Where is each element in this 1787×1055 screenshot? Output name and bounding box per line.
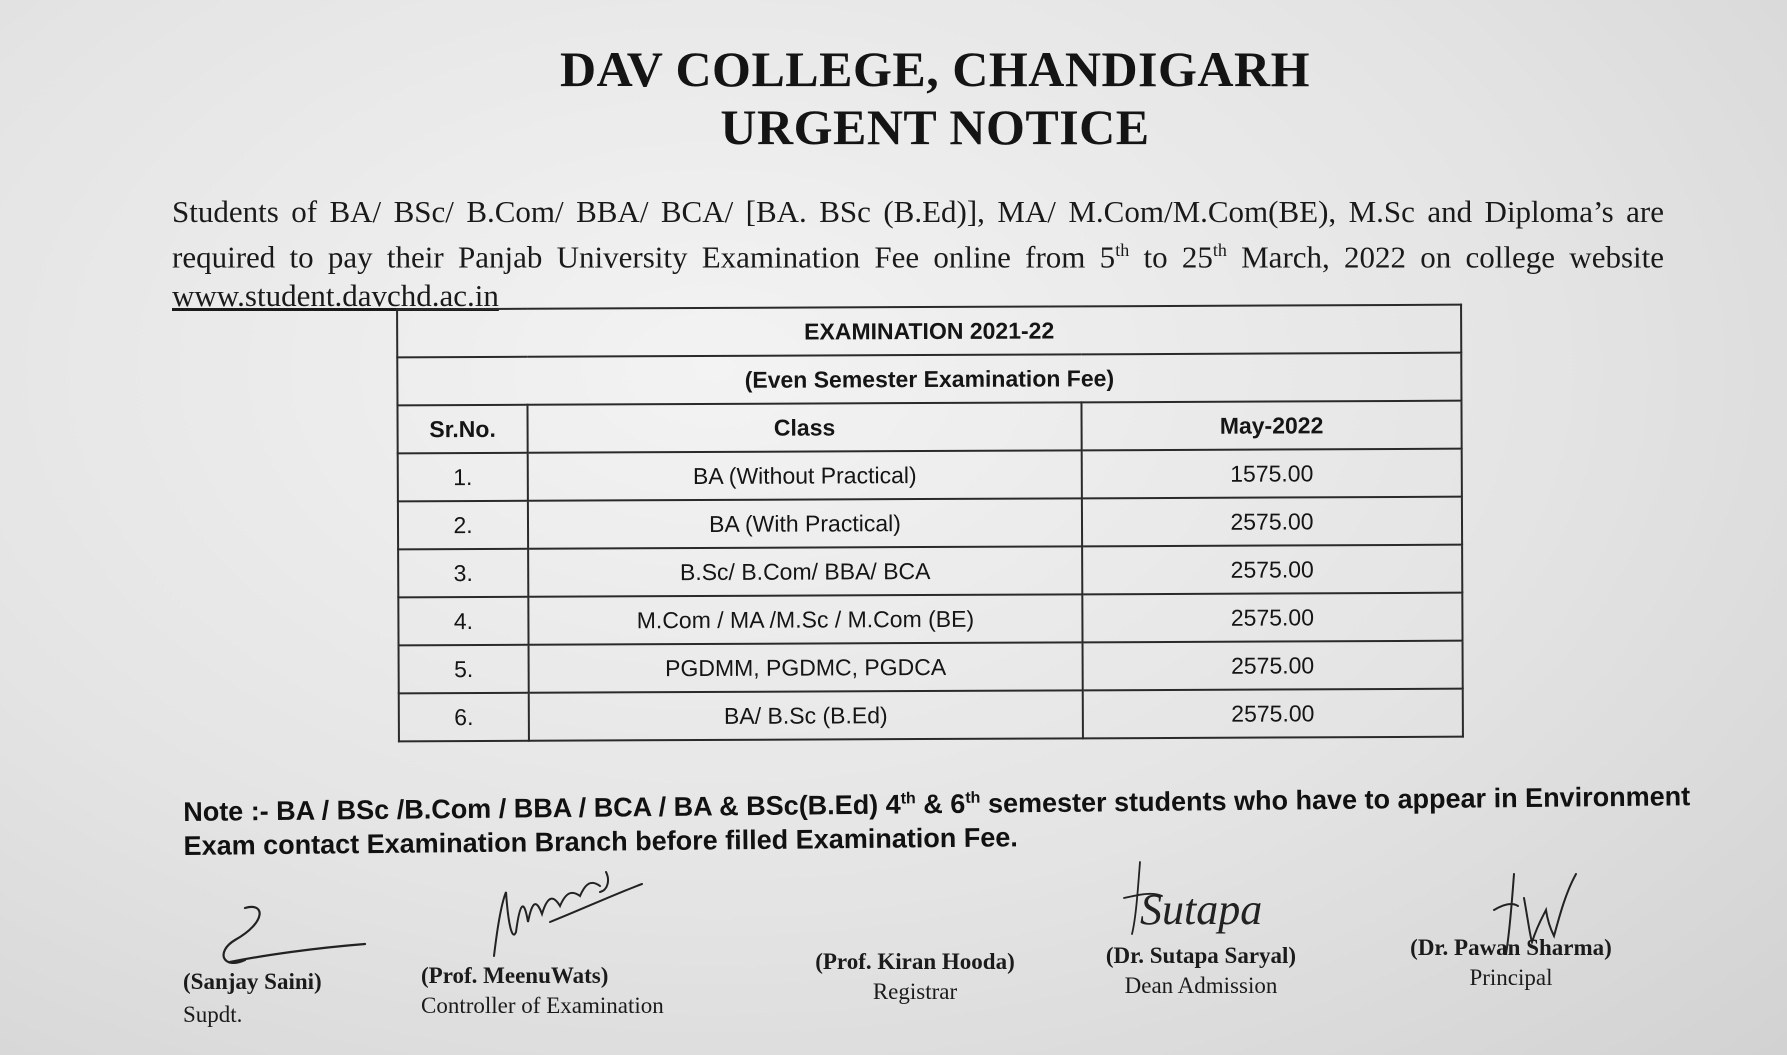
- signature-wats: [490, 862, 660, 972]
- row-fee: 2575.00: [1082, 593, 1462, 643]
- signatory-designation: Registrar: [872, 979, 958, 1004]
- table-row: [399, 689, 1463, 742]
- signatory-name: (Sanjay Saini): [183, 969, 322, 994]
- table-header-row: [397, 401, 1461, 454]
- signatory-saini: [183, 968, 322, 1029]
- intro-sup-2: th: [1212, 240, 1227, 260]
- intro-paragraph: [172, 192, 1664, 315]
- row-fee: 2575.00: [1082, 497, 1462, 547]
- note-sup-2: th: [965, 789, 981, 807]
- row-fee: 2575.00: [1082, 545, 1462, 595]
- intro-text-2: to 25: [1129, 239, 1213, 275]
- college-website-link[interactable]: www.student.davchd.ac.in: [172, 278, 499, 314]
- row-class: BA (With Practical): [528, 498, 1082, 548]
- signatory-designation: Controller of Examination: [421, 993, 664, 1018]
- column-header-srno: Sr.No.: [397, 405, 527, 454]
- signatory-sharma: [1398, 934, 1624, 992]
- intro-text-3: March, 2022 on college website: [1226, 239, 1664, 275]
- table-title: EXAMINATION 2021-22: [397, 305, 1461, 358]
- signatory-designation: Principal: [1469, 965, 1553, 990]
- note-text-3: semester students who have to appear in Environment Exam contact Examination Branch before filled Examination Fee.: [183, 781, 1691, 861]
- note-sup-1: th: [900, 790, 916, 808]
- row-fee: 2575.00: [1083, 689, 1463, 739]
- table-row: [399, 641, 1463, 694]
- row-srno: 3.: [398, 549, 528, 598]
- note-text-2: & 6: [915, 788, 966, 820]
- row-srno: 6.: [399, 693, 529, 742]
- row-fee: 2575.00: [1083, 641, 1463, 691]
- signatory-designation: Dean Admission: [1124, 973, 1278, 998]
- signature-sutapa-text: Sutapa: [1140, 885, 1263, 934]
- column-header-fee: May-2022: [1081, 401, 1461, 451]
- signatory-designation: Supdt.: [183, 1002, 243, 1027]
- note-text-1: Note :- BA / BSc /B.Com / BBA / BCA / BA & BSc(B.Ed) 4: [183, 789, 901, 827]
- signatory-name: (Dr. Pawan Sharma): [1410, 935, 1612, 960]
- table-subtitle: (Even Semester Examination Fee): [397, 353, 1461, 406]
- signatory-wats: [421, 962, 664, 1020]
- row-class: PGDMM, PGDMC, PGDCA: [529, 642, 1083, 692]
- row-srno: 5.: [399, 645, 529, 694]
- row-srno: 4.: [398, 597, 528, 646]
- signatory-saryal: [1088, 942, 1314, 1000]
- note-paragraph: [183, 774, 1704, 863]
- signatory-hooda: [800, 948, 1030, 1006]
- exam-fee-table: [396, 304, 1464, 743]
- table-row: [398, 497, 1462, 550]
- signatory-name: (Prof. MeenuWats): [421, 963, 609, 988]
- intro-sup-1: th: [1115, 240, 1130, 260]
- signature-sutapa: [1122, 858, 1292, 948]
- row-class: B.Sc/ B.Com/ BBA/ BCA: [528, 546, 1082, 596]
- table-row: [398, 449, 1462, 502]
- table-row: [398, 593, 1462, 646]
- row-srno: 2.: [398, 501, 528, 550]
- row-srno: 1.: [398, 453, 528, 502]
- table-row: [398, 545, 1462, 598]
- notice-heading: URGENT NOTICE: [720, 99, 1150, 155]
- intro-text-1: Students of BA/ BSc/ B.Com/ BBA/ BCA/ [BA. BSc (B.Ed)], MA/ M.Com/M.Com(BE), M.Sc and Diploma’s are required to pay their Panjab University Examination Fee online from 5: [172, 194, 1664, 275]
- row-class: BA/ B.Sc (B.Ed): [529, 690, 1083, 740]
- signatory-name: (Dr. Sutapa Saryal): [1105, 943, 1297, 968]
- column-header-class: Class: [527, 402, 1081, 452]
- row-class: BA (Without Practical): [528, 450, 1082, 500]
- row-class: M.Com / MA /M.Sc / M.Com (BE): [528, 594, 1082, 644]
- row-fee: 1575.00: [1082, 449, 1462, 499]
- college-name: DAV COLLEGE, CHANDIGARH: [559, 41, 1311, 97]
- signatory-name: (Prof. Kiran Hooda): [815, 949, 1015, 974]
